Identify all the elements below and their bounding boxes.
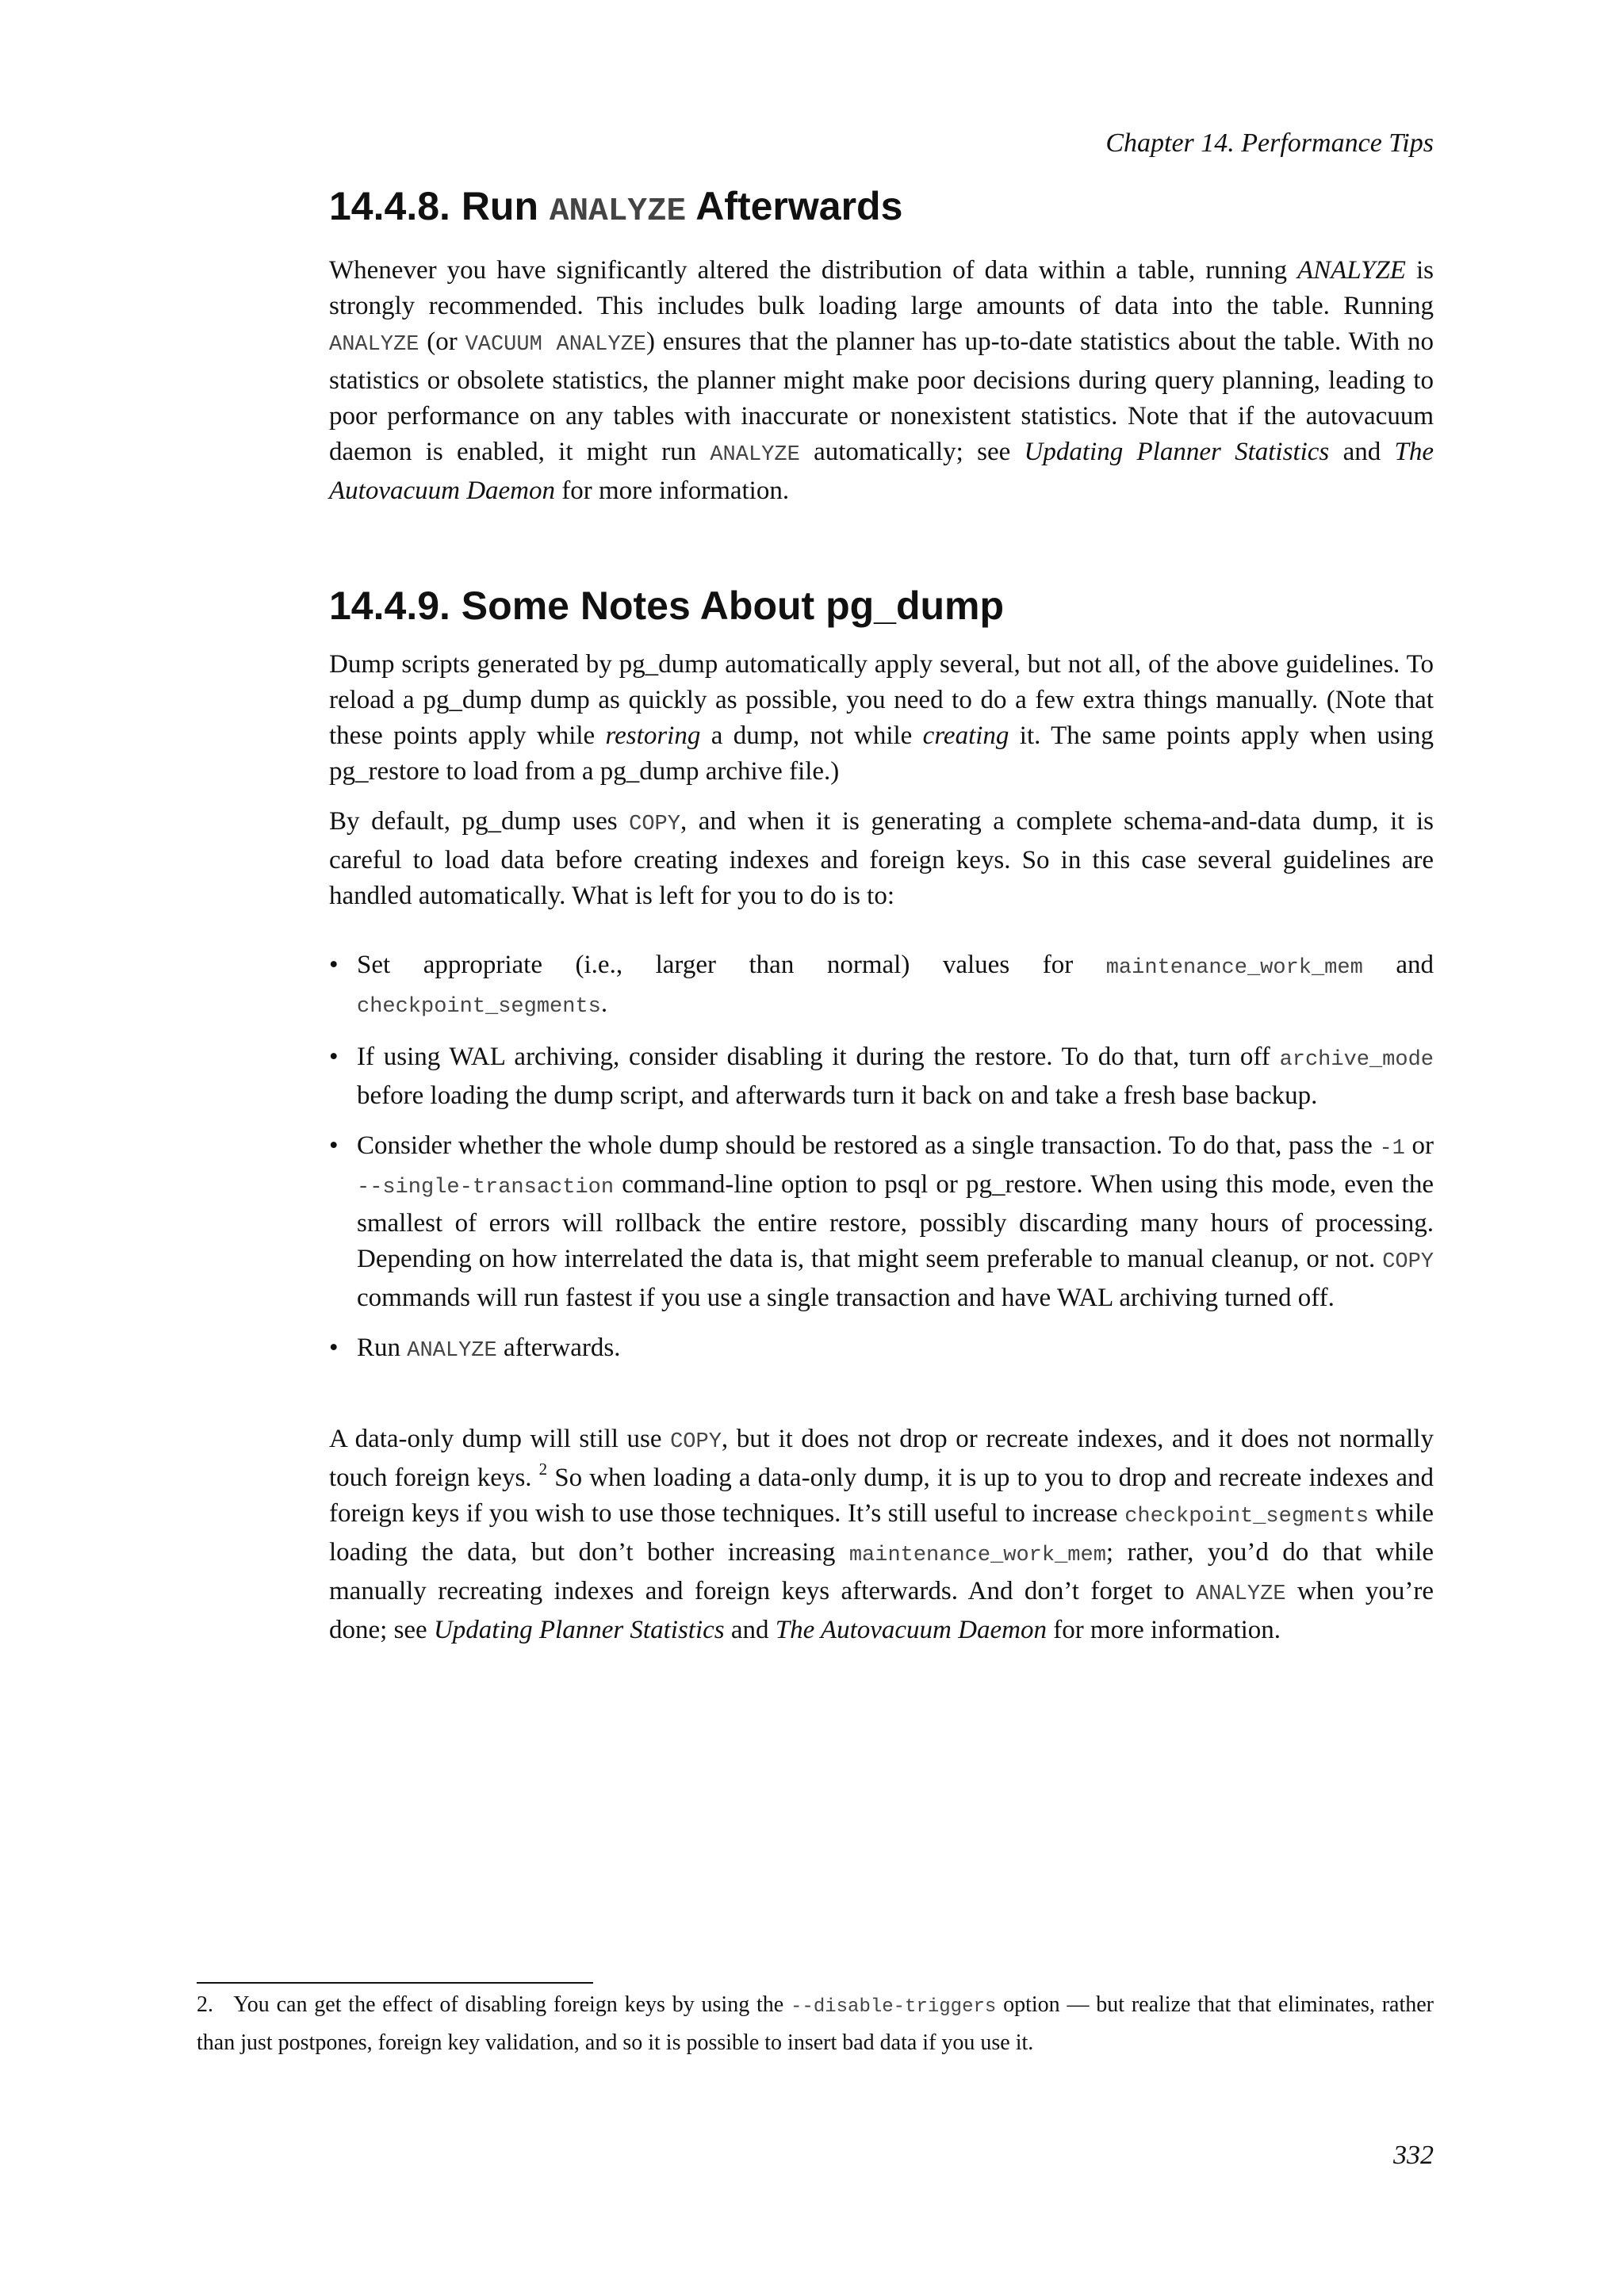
list-item: • Run ANALYZE afterwards. xyxy=(329,1330,1434,1369)
pg-dump-paragraph-3: A data-only dump will still use COPY, but it does not drop or recreate indexes, and it does not normally touch foreign keys. $^2$ So when loading a data-only dump, it is up to you to drop and recreate indexes and foreign keys if you wish to use those techniques. It’s still useful to increase checkpoint_segments while loading the data, but don’t bother increasing maintenance_work_mem; rather, you’d do that while manually recreating indexes and foreign keys afterwards. And don’t forget to ANALYZE when you’re done; see Updating Planner Statistics and The Autovacuum Daemon for more information. xyxy=(329,1425,1434,1644)
pg-dump-paragraph-1: Dump scripts generated by pg_dump automatically apply several, but not all, of the above guidelines. To reload a pg_dump dump as quickly as possible, you need to do a few extra things manually. (Note that these points apply while restoring a dump, not while creating it. The same points apply when using pg_restore to load from a pg_dump archive file.) xyxy=(329,650,1434,786)
list-item: • If using WAL archiving, consider disabling it during the restore. To do that, turn off archive_mode before loading the dump script, and afterwards turn it back on and take a fresh base backup. xyxy=(329,1039,1434,1114)
link-autovacuum-daemon: The Autovacuum Daemon xyxy=(775,1616,1047,1644)
pg-dump-paragraph-2: By default, pg_dump uses COPY, and when it is generating a complete schema-and-data dump, it is careful to load data before creating indexes and foreign keys. So in this case several guidelines are handled automatically. What is left for you to do is to: xyxy=(329,807,1434,910)
list-item: • Set appropriate (i.e., larger than normal) values for maintenance_work_mem and checkpoint_segments. xyxy=(329,947,1434,1025)
bullet-icon: • xyxy=(329,1043,339,1071)
bullet-icon: • xyxy=(329,1334,339,1362)
footnote: 2. You can get the effect of disabling foreign keys by using the --disable-triggers option — but realize that that eliminates, rather than just postpones, foreign key validation, and so it is possible to insert bad data if you use it. xyxy=(197,1992,1434,2055)
bullet-icon: • xyxy=(329,1131,339,1160)
analyze-paragraph: Whenever you have significantly altered the distribution of data within a table, running ANALYZE is strongly recommended. This includes bulk loading large amounts of data into the table. Running ANALYZE (or VACUUM ANALYZE) ensures that the planner has up-to-date statistics about the table. With no statistics or obsolete statistics, the planner might make poor decisions during query planning, leading to poor performance on any tables with inaccurate or nonexistent statistics. Note that if the autovacuum daemon is enabled, it might run ANALYZE automatically; see Updating Planner Statistics and The Autovacuum Daemon for more information. xyxy=(329,256,1434,505)
page-content xyxy=(329,181,1434,1663)
footnote-label: 2. xyxy=(197,1992,213,2017)
footnote-divider xyxy=(197,1982,593,1984)
list-item: • Consider whether the whole dump should be restored as a single transaction. To do that, pass the -1 or --single-transaction command-line option to psql or pg_restore. When using this mode, even the smallest of errors will rollback the entire restore, possibly discarding many hours of processing. Depending on how interrelated the data is, that might seem preferable to manual cleanup, or not. COPY commands will run fastest if you use a single transaction and have WAL archiving turned off. xyxy=(329,1128,1434,1316)
page-number: 332 xyxy=(1393,2141,1434,2170)
section-heading-run-analyze: 14.4.8. Run ANALYZE Afterwards xyxy=(329,184,903,230)
guideline-list xyxy=(329,947,1434,1369)
link-updating-planner-statistics: Updating Planner Statistics xyxy=(433,1616,725,1644)
running-header: Chapter 14. Performance Tips xyxy=(1105,128,1434,158)
bullet-icon: • xyxy=(329,951,339,979)
section-heading-pg-dump: 14.4.9. Some Notes About pg_dump xyxy=(329,584,1005,628)
link-updating-planner-statistics: Updating Planner Statistics xyxy=(1024,438,1330,466)
footnote-reference[interactable]: 2 xyxy=(538,1460,548,1479)
link-autovacuum-daemon: The Autovacuum Daemon xyxy=(329,438,1434,505)
